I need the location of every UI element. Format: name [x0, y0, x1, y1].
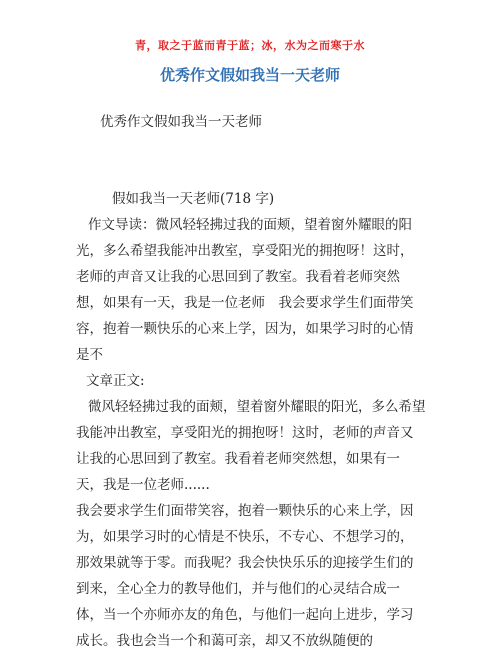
page-title: 优秀作文假如我当一天老师 — [159, 66, 340, 84]
motto-header: 青，取之于蓝而青于蓝；冰，水为之而寒于水 — [135, 39, 365, 52]
guide-paragraph: 作文导读：微风轻轻拂过我的面颊，望着窗外耀眼的阳光，多么希望我能冲出教室，享受阳光的拥抱呀！这时，老师的声音又让我的心思回到了教室。我看着老师突然想，如果有一天，我是一位老师 我会要求学生们面带笑容，抱着一颗快乐的心来上学，因为，如果学习时的心情是不 — [76, 217, 414, 363]
article-paragraph-2: 我会要求学生们面带笑容，抱着一颗快乐的心来上学，因为，如果学习时的心情是不快乐，不专心、不想学习的，那效果就等于零。而我呢？我会快快乐乐的迎接学生们的到来，全心全力的教导他们，并与他们的心灵结合成一体，当一个亦师亦友的角色，与他们一起向上进步，学习成长。我也会当一个和蔼可亲，却又不放纵随便的 — [76, 503, 414, 649]
essay-heading: 假如我当一天老师(718 字) — [112, 191, 275, 207]
essay-body — [76, 212, 426, 654]
article-label: 文章正文: — [86, 373, 145, 389]
article-paragraph-1: 微风轻轻拂过我的面颊，望着窗外耀眼的阳光，多么希望我能冲出教室，享受阳光的拥抱呀！这时，老师的声音又让我的心思回到了教室。我看着老师突然想，如果有一天，我是一位老师...... — [76, 399, 426, 493]
subtitle: 优秀作文假如我当一天老师 — [100, 114, 262, 130]
